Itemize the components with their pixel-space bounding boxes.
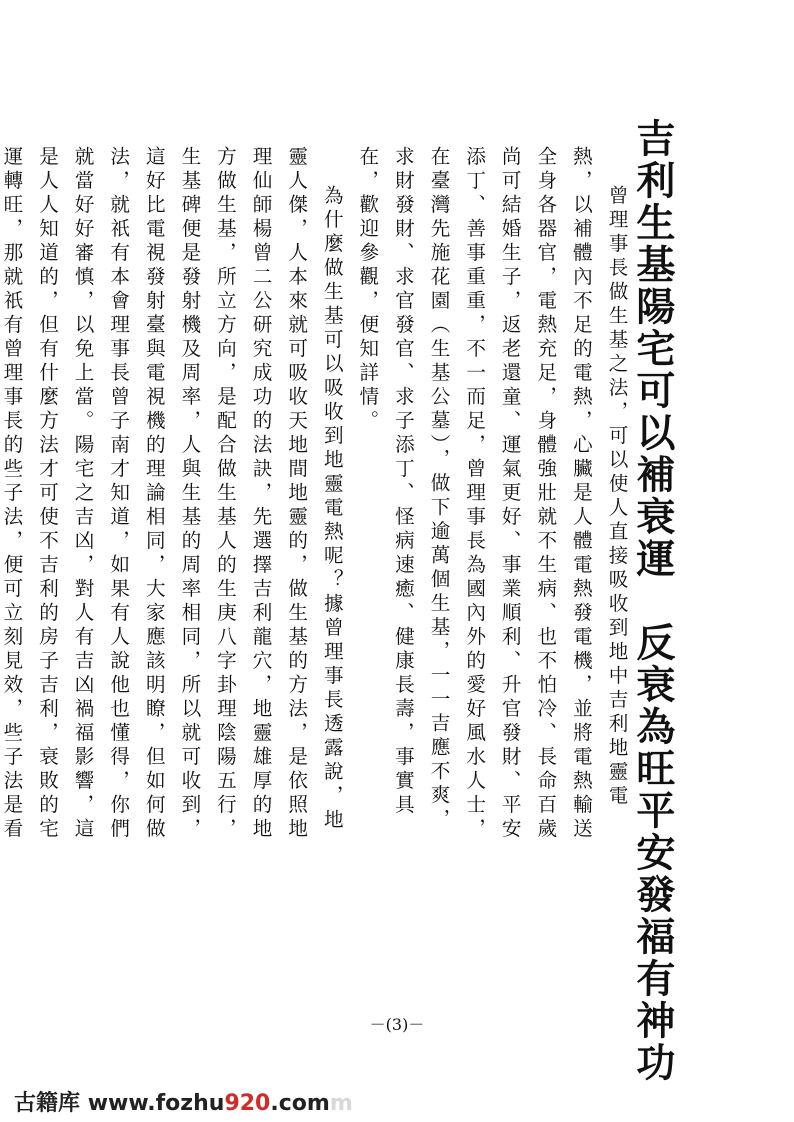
site-watermark xyxy=(14,1086,353,1117)
watermark-url-prefix: www.fozhu xyxy=(87,1091,225,1116)
watermark-url-number: 920 xyxy=(224,1091,271,1116)
page-number: －(3)－ xyxy=(369,1015,425,1034)
watermark-url-tail: m xyxy=(329,1091,353,1116)
page-title: 吉利生基陽宅可以補衰運 反衰為旺平安發福有神功 xyxy=(629,118,675,1084)
paragraph-2: 為什麼做生基可以吸收到地靈電熱呢？據曾理事長透露說，地靈人傑，人本來就可吸收天地間地靈的，做生基的方法，是依照地理仙師楊曾二公研究成功的法訣，先選擇吉利龍穴，地靈雄厚的地方做生基，所立方向，是配合做生基人的生庚八字卦理陰陽五行，生基碑便是發射機及周率，人與生基的周率相同，所以就可收到，這好比電視發射臺與電視機的理論相同，大家應該明瞭，但如何做法，就祇有本會理事長曾子南才知道，如果有人說他也懂得，你們就當好好審慎，以免上當。陽宅之吉凶，對人有吉凶禍福影響，這是人人知道的，但有什麼方法才可使不吉利的房子吉利，衰敗的宅運轉旺，那就祇有曾理事長的些子法，便可立刻見效，些子法是看 xyxy=(0,146,344,842)
paragraph-1: 曾理事長做生基之法，可以使人直接吸收到地中吉利地靈電熱，以補體內不足的電熱，心臟是人體電熱發電機，並將電熱輸送全身各器官，電熱充足，身體強壯就不生病、也不怕冷、長命百歲尚可結婚生子，返老還童、運氣更好、事業順利、升官發財、平安添丁、善事重重，不一而足，曾理事長為國內外的愛好風水人士，在臺灣先施花園（生基公墓），做下逾萬個生基，一一吉應不爽，求財發財、求官發官、求子添丁、怪病速癒、健康長壽，事實具在，歡迎參觀，便知詳情。 xyxy=(355,146,628,842)
watermark-site-name: 古籍库 xyxy=(14,1091,81,1116)
watermark-url-suffix: .com xyxy=(270,1091,330,1116)
article-body xyxy=(0,146,634,846)
